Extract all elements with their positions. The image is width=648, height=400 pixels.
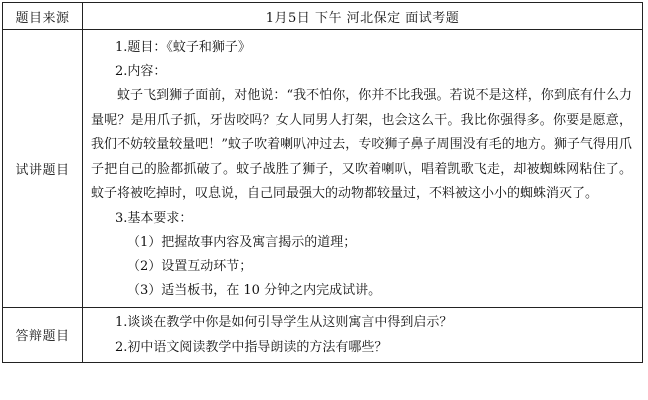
requirements-heading: 3.基本要求： (115, 210, 193, 226)
defense-question: 2.初中语文阅读教学中指导朗读的方法有哪些？ (115, 339, 388, 355)
defense-row (3, 307, 643, 362)
story-paragraph: 蚊子飞到狮子面前，对他说：“我不怕你，你并不比我强。若说不是这样，你到底有什么力量呢？是用爪子抓，牙齿咬吗？女人同男人打架，也会这么干。我比你强得多。你要是愿意，我们不妨较量较量吧！”蚊子吹着喇叭冲过去，专咬狮子鼻子周围没有毛的地方。狮子气得用爪子把自己的脸都抓破了。蚊子战胜了狮子，又吹着喇叭，唱着凯歌飞走，却被蜘蛛网粘住了。蚊子将被吃掉时，叹息说，自己同最强大的动物都较量过，不料被这小小的蜘蛛消灭了。 (91, 88, 632, 202)
defense-label: 答辩题目 (3, 307, 83, 362)
lecture-label: 试讲题目 (3, 30, 83, 308)
exam-sheet (2, 2, 643, 396)
lecture-content (83, 30, 643, 308)
lecture-topic: 1.题目：《蚊子和狮子》 (115, 40, 251, 55)
lecture-row (3, 30, 643, 308)
exam-table (2, 2, 643, 363)
header-row (3, 3, 643, 30)
defense-questions (83, 307, 643, 362)
content-heading: 2.内容： (115, 64, 167, 79)
source-title: 1月5日 下午 河北保定 面试考题 (83, 3, 643, 30)
requirement-item: （1）把握故事内容及寓言揭示的道理； (127, 234, 357, 250)
defense-question: 1.谈谈在教学中你是如何引导学生从这则寓言中得到启示？ (115, 314, 453, 330)
source-label: 题目来源 (3, 3, 83, 30)
requirement-item: （3）适当板书，在 10 分钟之内完成试讲。 (127, 282, 382, 298)
requirement-item: （2）设置互动环节； (127, 258, 253, 274)
